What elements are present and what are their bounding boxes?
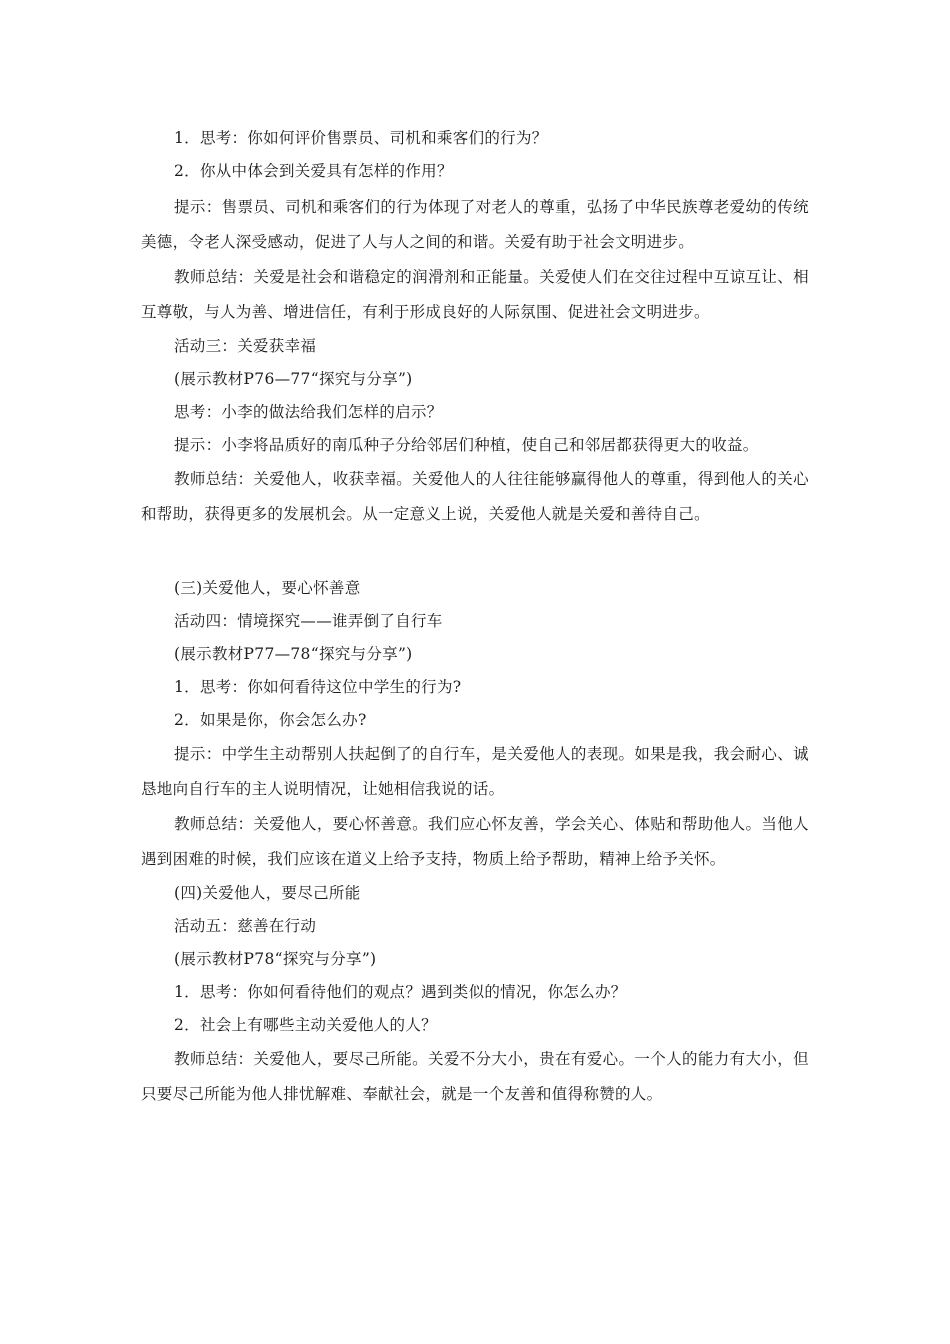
paragraph-hint-1: 提示：售票员、司机和乘客们的行为体现了对老人的尊重，弘扬了中华民族尊老爱幼的传统美德，令老人深受感动，促进了人与人之间的和谐。关爱有助于社会文明进步。 (141, 198, 809, 251)
paragraph-section-3-heading: (三)关爱他人，要心怀善意 (174, 579, 361, 597)
paragraph-question-7: 2．社会上有哪些主动关爱他人的人？ (174, 1016, 437, 1034)
paragraph-hint-3: 提示：中学生主动帮别人扶起倒了的自行车，是关爱他人的表现。如果是我，我会耐心、诚恳地向自行车的主人说明情况，让她相信我说的话。 (141, 745, 809, 798)
paragraph-question-3: 思考：小李的做法给我们怎样的启示？ (174, 403, 443, 421)
document-body (141, 122, 809, 1112)
paragraph-teacher-summary-2: 教师总结：关爱他人，收获幸福。关爱他人的人往往能够赢得他人的尊重，得到他人的关心和帮助，获得更多的发展机会。从一定意义上说，关爱他人就是关爱和善待自己。 (141, 470, 809, 523)
paragraph-teacher-summary-4: 教师总结：关爱他人，要尽己所能。关爱不分大小，贵在有爱心。一个人的能力有大小，但只要尽己所能为他人排忧解难、奉献社会，就是一个友善和值得称赞的人。 (141, 1050, 809, 1103)
paragraph-hint-2: 提示：小李将品质好的南瓜种子分给邻居们种植，使自己和邻居都获得更大的收益。 (174, 436, 759, 454)
paragraph-question-2: 2．你从中体会到关爱具有怎样的作用？ (174, 162, 453, 180)
paragraph-activity-4-title: 活动四：情境探究——谁弄倒了自行车 (174, 612, 443, 630)
paragraph-question-4: 1．思考：你如何看待这位中学生的行为? (174, 678, 462, 696)
paragraph-textbook-ref-2: (展示教材P77—78“探究与分享”) (174, 645, 413, 663)
paragraph-activity-5-title: 活动五：慈善在行动 (174, 917, 317, 935)
paragraph-activity-3-title: 活动三：关爱获幸福 (174, 337, 317, 355)
blank-line (141, 532, 809, 572)
paragraph-textbook-ref-3: (展示教材P78“探究与分享”) (174, 950, 377, 968)
paragraph-section-4-heading: (四)关爱他人，要尽己所能 (174, 884, 361, 902)
paragraph-question-5: 2．如果是你，你会怎么办? (174, 711, 367, 729)
paragraph-teacher-summary-3: 教师总结：关爱他人，要心怀善意。我们应心怀友善，学会关心、体贴和帮助他人。当他人遇到困难的时候，我们应该在道义上给予支持，物质上给予帮助，精神上给予关怀。 (141, 815, 809, 868)
paragraph-question-6: 1．思考：你如何看待他们的观点？遇到类似的情况，你怎么办？ (174, 983, 627, 1001)
paragraph-teacher-summary-1: 教师总结：关爱是社会和谐稳定的润滑剂和正能量。关爱使人们在交往过程中互谅互让、相互尊敬，与人为善、增进信任，有利于形成良好的人际氛围、促进社会文明进步。 (141, 268, 809, 321)
paragraph-textbook-ref-1: (展示教材P76—77“探究与分享”) (174, 370, 413, 388)
paragraph-question-1: 1．思考：你如何评价售票员、司机和乘客们的行为？ (174, 129, 548, 147)
